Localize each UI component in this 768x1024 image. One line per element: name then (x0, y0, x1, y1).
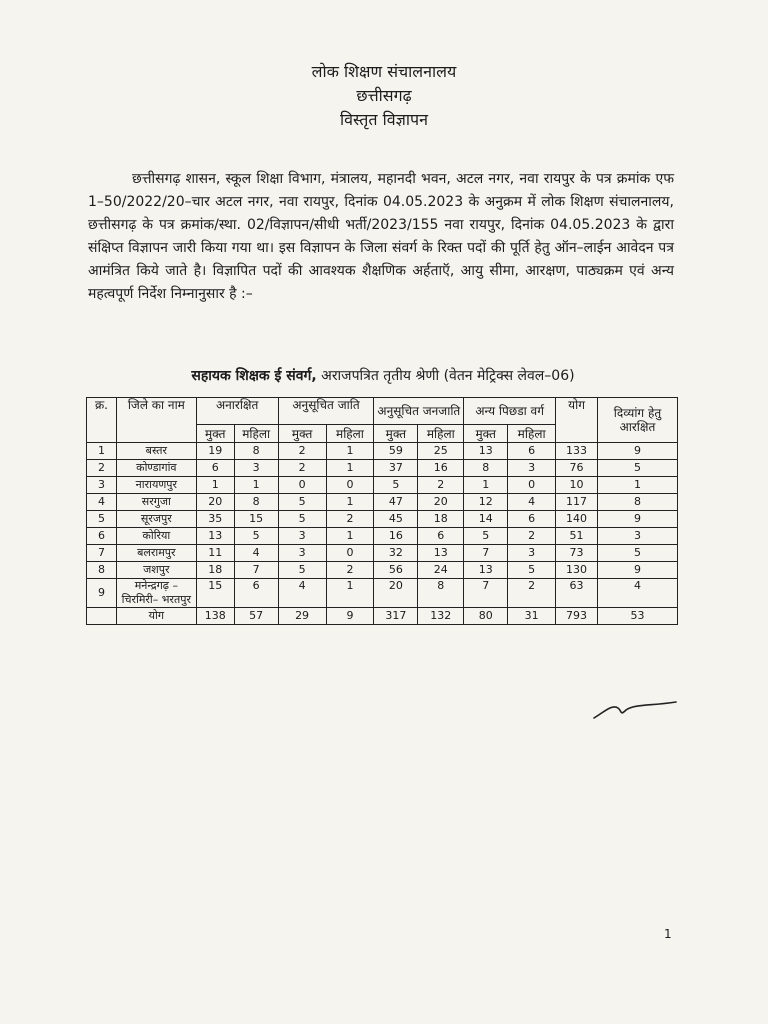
document-header (0, 60, 768, 132)
row-value: 20 (418, 494, 464, 511)
row-value: 140 (556, 511, 598, 528)
header-unreserved: अनारक्षित (196, 398, 278, 425)
row-value: 5 (464, 528, 508, 545)
row-value: 6 (418, 528, 464, 545)
row-value: 1 (234, 477, 278, 494)
row-district: कोरिया (116, 528, 196, 545)
header-st: अनुसूचित जनजाति (374, 398, 464, 425)
header-obc: अन्य पिछडा वर्ग (464, 398, 556, 425)
row-value: 130 (556, 562, 598, 579)
row-value: 3 (278, 545, 326, 562)
row-value: 20 (374, 579, 418, 608)
row-value: 13 (196, 528, 234, 545)
table-row (87, 511, 678, 528)
row-value: 32 (374, 545, 418, 562)
row-value: 45 (374, 511, 418, 528)
row-sn: 3 (87, 477, 117, 494)
table-row (87, 579, 678, 608)
row-value: 5 (278, 494, 326, 511)
table-row (87, 562, 678, 579)
row-sn: 9 (87, 579, 117, 608)
row-value: 8 (234, 494, 278, 511)
row-value: 7 (464, 545, 508, 562)
row-value: 4 (234, 545, 278, 562)
table-row (87, 443, 678, 460)
row-sn: 5 (87, 511, 117, 528)
row-value: 16 (418, 460, 464, 477)
row-value: 5 (598, 460, 678, 477)
vacancy-table-body (87, 443, 678, 625)
row-value: 2 (326, 562, 374, 579)
row-value: 35 (196, 511, 234, 528)
table-caption-rest: अराजपत्रित तृतीय श्रेणी (वेतन मेट्रिक्स लेवल–06) (316, 368, 575, 384)
row-value: 13 (464, 443, 508, 460)
row-value: 59 (374, 443, 418, 460)
header-line-3: विस्तृत विज्ञापन (340, 110, 428, 129)
header-sn: क्र. (87, 398, 117, 443)
row-value: 5 (508, 562, 556, 579)
total-label: योग (116, 608, 196, 625)
row-value: 2 (278, 443, 326, 460)
row-district: कोण्डागांव (116, 460, 196, 477)
row-district: मनेन्द्रगढ़ – चिरमिरी– भरतपुर (116, 579, 196, 608)
row-sn: 8 (87, 562, 117, 579)
row-value: 7 (464, 579, 508, 608)
row-value: 5 (374, 477, 418, 494)
row-value: 63 (556, 579, 598, 608)
row-value: 9 (598, 511, 678, 528)
row-value: 1 (326, 494, 374, 511)
header-total: योग (556, 398, 598, 443)
subheader-open: मुक्त (464, 425, 508, 443)
row-value: 51 (556, 528, 598, 545)
row-sn: 1 (87, 443, 117, 460)
row-value: 37 (374, 460, 418, 477)
row-value: 1 (326, 460, 374, 477)
row-value: 16 (374, 528, 418, 545)
total-value: 138 (196, 608, 234, 625)
row-value: 1 (464, 477, 508, 494)
row-value: 6 (196, 460, 234, 477)
row-sn: 7 (87, 545, 117, 562)
total-value: 53 (598, 608, 678, 625)
row-value: 1 (326, 443, 374, 460)
total-value: 57 (234, 608, 278, 625)
row-value: 9 (598, 443, 678, 460)
row-value: 13 (418, 545, 464, 562)
row-value: 1 (326, 528, 374, 545)
row-value: 2 (508, 579, 556, 608)
row-value: 2 (278, 460, 326, 477)
page-number: 1 (664, 927, 672, 941)
row-value: 20 (196, 494, 234, 511)
row-value: 5 (598, 545, 678, 562)
row-value: 8 (418, 579, 464, 608)
row-value: 133 (556, 443, 598, 460)
total-value: 793 (556, 608, 598, 625)
row-value: 13 (464, 562, 508, 579)
subheader-women: महिला (234, 425, 278, 443)
total-value: 31 (508, 608, 556, 625)
row-value: 1 (326, 579, 374, 608)
row-value: 0 (326, 477, 374, 494)
row-sn: 2 (87, 460, 117, 477)
signature (590, 694, 680, 724)
row-value: 14 (464, 511, 508, 528)
total-value: 80 (464, 608, 508, 625)
row-value: 7 (234, 562, 278, 579)
vacancy-table (86, 397, 678, 625)
row-value: 9 (598, 562, 678, 579)
row-value: 117 (556, 494, 598, 511)
subheader-open: मुक्त (196, 425, 234, 443)
row-value: 1 (598, 477, 678, 494)
table-row (87, 528, 678, 545)
row-value: 24 (418, 562, 464, 579)
row-value: 4 (508, 494, 556, 511)
row-value: 4 (278, 579, 326, 608)
row-value: 15 (234, 511, 278, 528)
row-value: 4 (598, 579, 678, 608)
row-value: 76 (556, 460, 598, 477)
row-value: 2 (326, 511, 374, 528)
row-value: 1 (196, 477, 234, 494)
row-district: सूरजपुर (116, 511, 196, 528)
row-value: 0 (508, 477, 556, 494)
row-district: जशपुर (116, 562, 196, 579)
row-value: 11 (196, 545, 234, 562)
row-value: 19 (196, 443, 234, 460)
row-value: 10 (556, 477, 598, 494)
row-sn: 6 (87, 528, 117, 545)
row-value: 47 (374, 494, 418, 511)
intro-paragraph: छत्तीसगढ़ शासन, स्कूल शिक्षा विभाग, मंत्रालय, महानदी भवन, अटल नगर, नवा रायपुर के पत्र क्रमांक एफ 1–50/2022/20–चार अटल नगर, नवा रायपुर, दिनांक 04.05.2023 के अनुक्रम में लोक शिक्षण संचालनालय, छत्तीसगढ़ के पत्र क्रमांक/स्था. 02/विज्ञापन/सीधी भर्ती/2023/155 नवा रायपुर, दिनांक 04.05.2023 के द्वारा संक्षिप्त विज्ञापन जारी किया गया था। इस विज्ञापन के जिला संवर्ग के रिक्त पदों की पूर्ति हेतु ऑन–लाईन आवेदन पत्र आमंत्रित किये जाते है। विज्ञापित पदों की आवश्यक शैक्षणिक अर्हताऍ, आयु सीमा, आरक्षण, पाठ्यक्रम एवं अन्य महत्वपूर्ण निर्देश निम्नानुसार है :– (88, 171, 674, 302)
row-value: 6 (508, 443, 556, 460)
subheader-open: मुक्त (374, 425, 418, 443)
table-row (87, 460, 678, 477)
row-value: 0 (278, 477, 326, 494)
subheader-women: महिला (326, 425, 374, 443)
header-sc: अनुसूचित जाति (278, 398, 374, 425)
table-row (87, 477, 678, 494)
total-value: 29 (278, 608, 326, 625)
table-row (87, 494, 678, 511)
header-line-1: लोक शिक्षण संचालनालय (311, 62, 457, 81)
row-value: 0 (326, 545, 374, 562)
table-caption (88, 366, 678, 385)
row-value: 3 (508, 460, 556, 477)
table-caption-bold: सहायक शिक्षक ई संवर्ग, (191, 368, 317, 384)
total-sn-empty (87, 608, 117, 625)
row-value: 3 (234, 460, 278, 477)
row-value: 3 (508, 545, 556, 562)
row-district: सरगुजा (116, 494, 196, 511)
subheader-open: मुक्त (278, 425, 326, 443)
row-value: 8 (234, 443, 278, 460)
row-value: 6 (234, 579, 278, 608)
row-value: 56 (374, 562, 418, 579)
row-value: 18 (196, 562, 234, 579)
total-value: 132 (418, 608, 464, 625)
table-row (87, 545, 678, 562)
header-line-2: छत्तीसगढ़ (356, 86, 412, 105)
row-value: 8 (598, 494, 678, 511)
total-value: 317 (374, 608, 418, 625)
subheader-women: महिला (418, 425, 464, 443)
row-sn: 4 (87, 494, 117, 511)
row-district: बलरामपुर (116, 545, 196, 562)
total-value: 9 (326, 608, 374, 625)
table-total-row (87, 608, 678, 625)
header-divyang: दिव्यांग हेतु आरक्षित (598, 398, 678, 443)
row-value: 8 (464, 460, 508, 477)
row-value: 5 (234, 528, 278, 545)
row-district: बस्तर (116, 443, 196, 460)
row-value: 73 (556, 545, 598, 562)
row-value: 18 (418, 511, 464, 528)
row-value: 3 (278, 528, 326, 545)
row-value: 5 (278, 562, 326, 579)
row-value: 3 (598, 528, 678, 545)
row-value: 25 (418, 443, 464, 460)
row-value: 2 (508, 528, 556, 545)
row-value: 12 (464, 494, 508, 511)
row-value: 6 (508, 511, 556, 528)
row-district: नारायणपुर (116, 477, 196, 494)
row-value: 2 (418, 477, 464, 494)
row-value: 15 (196, 579, 234, 608)
header-district: जिले का नाम (116, 398, 196, 443)
subheader-women: महिला (508, 425, 556, 443)
row-value: 5 (278, 511, 326, 528)
